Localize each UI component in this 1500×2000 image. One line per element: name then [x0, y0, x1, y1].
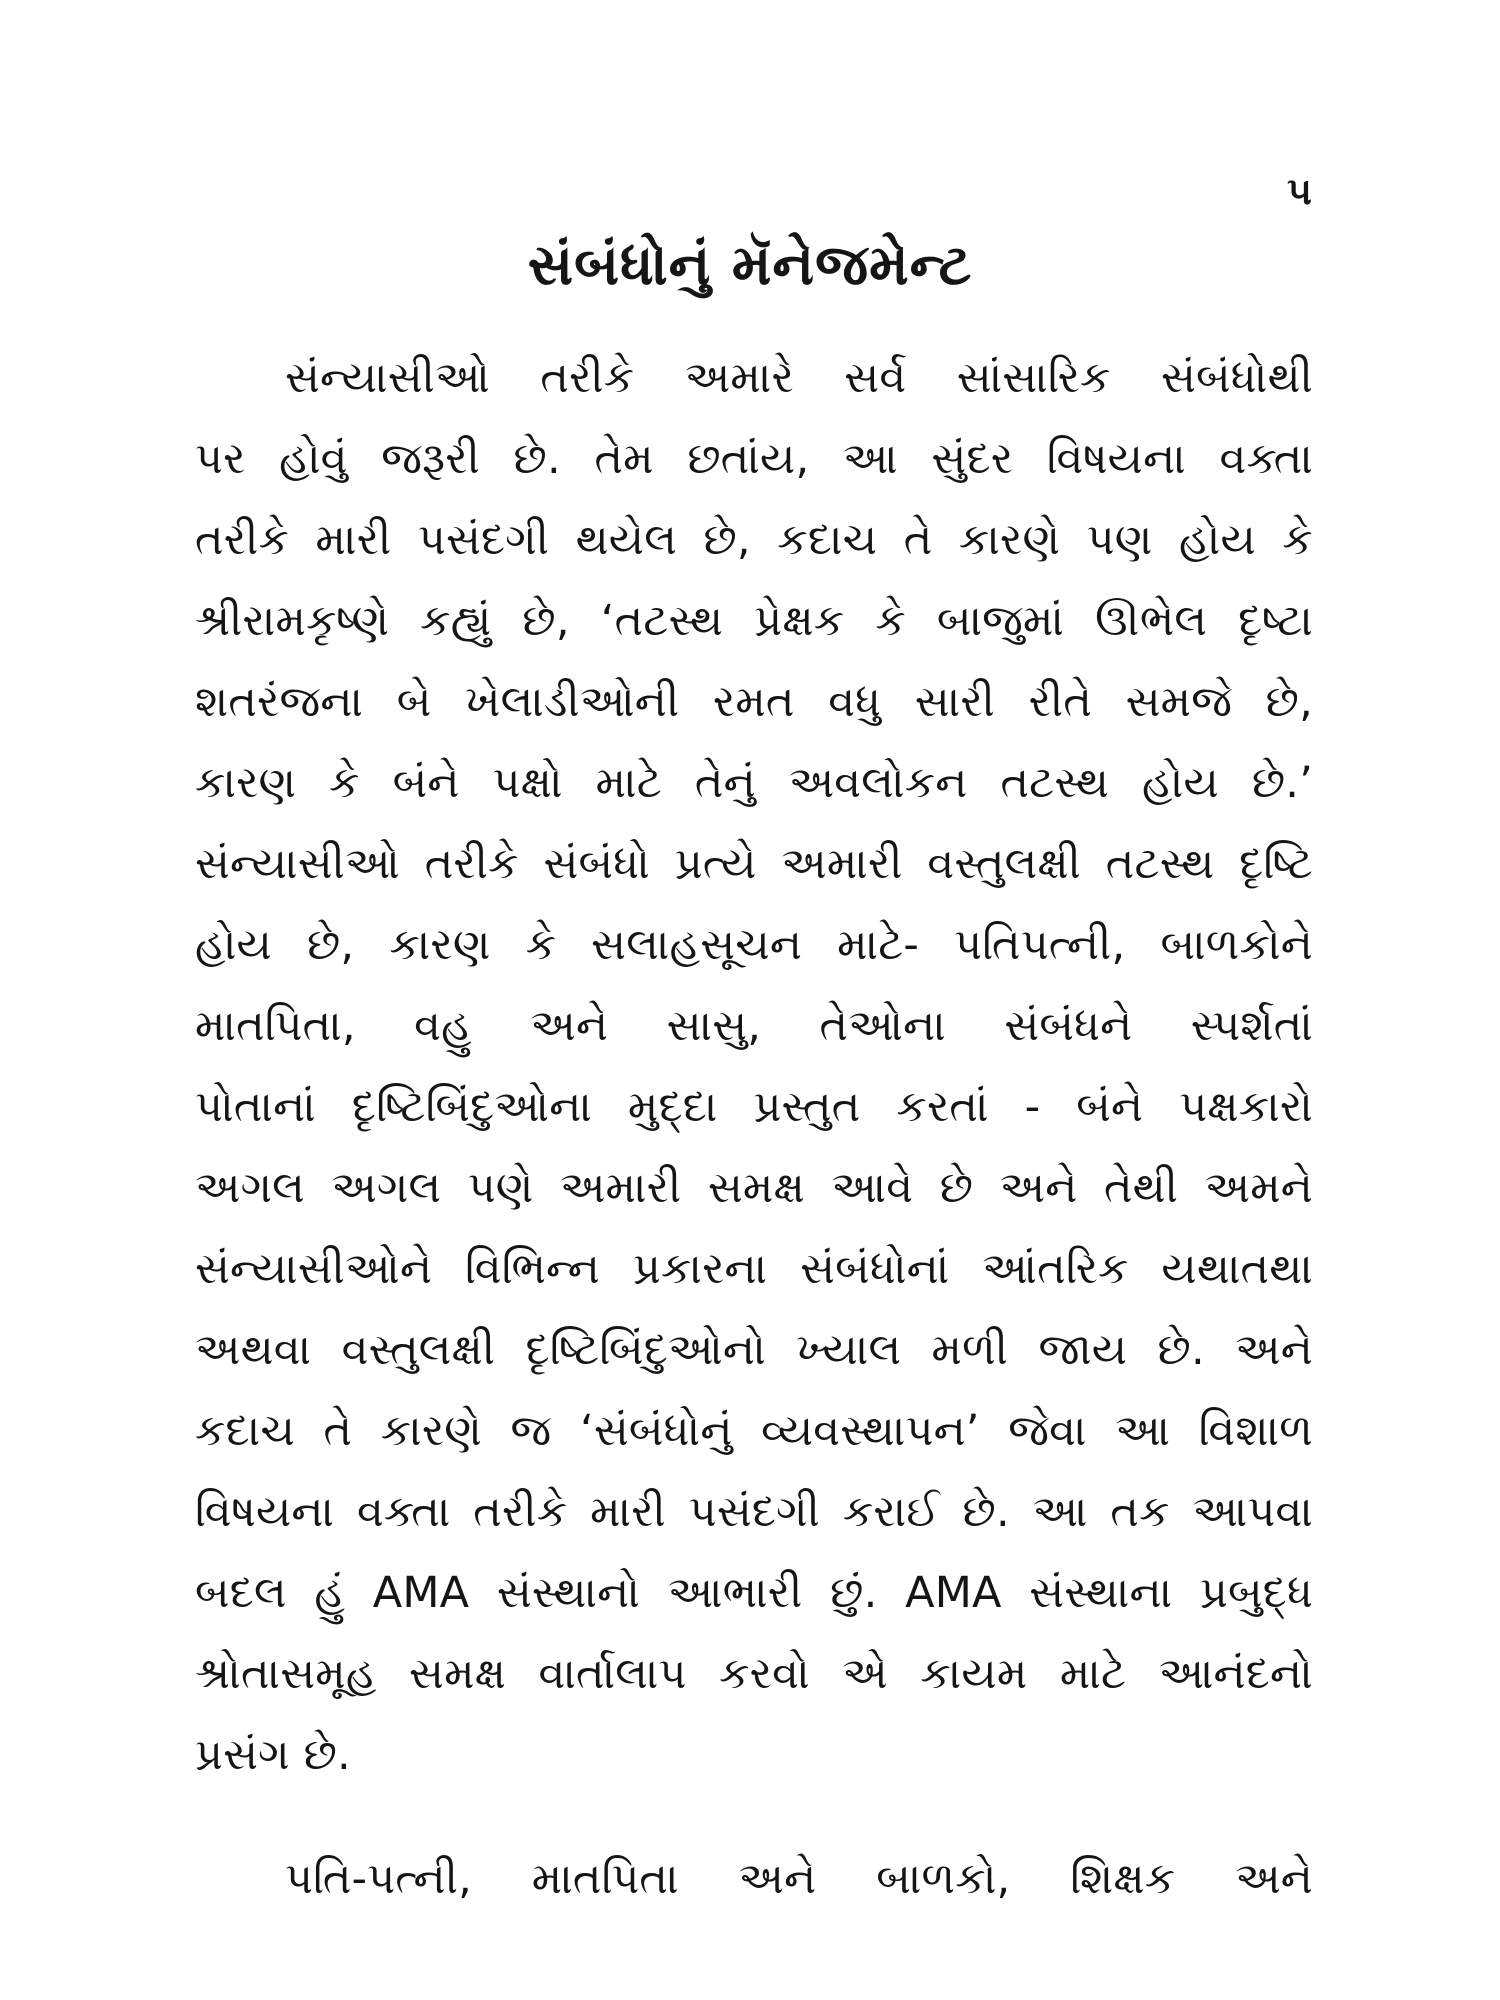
- chapter-title: સંબંધોનું મૅનેજમેન્ટ: [527, 233, 973, 298]
- paragraph-line: કદાચ તે કારણે જ ‘સંબંધોનું વ્યવસ્થાપન’ જેવા આ વિશાળ: [195, 1406, 1313, 1456]
- paragraph-line: અગલ અગલ પણે અમારી સમક્ષ આવે છે અને તેથી અમને: [195, 1163, 1313, 1213]
- paragraph-line: વિષયના વક્તા તરીકે મારી પસંદગી કરાઈ છે. આ તક આપવા: [195, 1487, 1313, 1537]
- paragraph-line: હોય છે, કારણ કે સલાહસૂચન માટે- પતિપત્ની, બાળકોને: [195, 920, 1313, 970]
- paragraph-line: અથવા વસ્તુલક્ષી દૃષ્ટિબિંદુઓનો ખ્યાલ મળી જાય છે. અને: [195, 1325, 1313, 1375]
- paragraph-line: શ્રોતાસમૂહ સમક્ષ વાર્તાલાપ કરવો એ કાયમ માટે આનંદનો: [195, 1649, 1313, 1699]
- paragraph-line: સંન્યાસીઓ તરીકે અમારે સર્વ સાંસારિક સંબંધોથી: [285, 353, 1313, 403]
- paragraph-line: પર હોવું જરૂરી છે. તેમ છતાંય, આ સુંદર વિષયના વક્તા: [195, 434, 1313, 484]
- paragraph-line: બદલ હું AMA સંસ્થાનો આભારી છું. AMA સંસ્થાના પ્રબુદ્ધ: [195, 1568, 1313, 1618]
- paragraph-line: તરીકે મારી પસંદગી થયેલ છે, કદાચ તે કારણે પણ હોય કે: [195, 515, 1313, 565]
- paragraph-line: પતિ-પત્ની, માતપિતા અને બાળકો, શિક્ષક અને: [285, 1854, 1313, 1904]
- paragraph-line: પોતાનાં દૃષ્ટિબિંદુઓના મુદ્દા પ્રસ્તુત કરતાં - બંને પક્ષકારો: [195, 1082, 1313, 1132]
- paragraph-line: કારણ કે બંને પક્ષો માટે તેનું અવલોકન તટસ્થ હોય છે.’: [195, 758, 1313, 808]
- paragraph-line: માતપિતા, વહુ અને સાસુ, તેઓના સંબંધને સ્પર્શતાં: [195, 1001, 1313, 1051]
- paragraph-line: સંન્યાસીઓને વિભિન્ન પ્રકારના સંબંધોનાં આંતરિક યથાતથા: [195, 1244, 1313, 1294]
- page-number: ૫: [1287, 169, 1312, 213]
- paragraph-line: સંન્યાસીઓ તરીકે સંબંધો પ્રત્યે અમારી વસ્તુલક્ષી તટસ્થ દૃષ્ટિ: [195, 839, 1313, 889]
- paragraph-line: શ્રીરામકૃષ્ણે કહ્યું છે, ‘તટસ્થ પ્રેક્ષક કે બાજુમાં ઊભેલ દૃષ્ટા: [195, 596, 1313, 646]
- paragraph-1: [195, 352, 1313, 1810]
- paragraph-line: પ્રસંગ છે.: [195, 1730, 351, 1780]
- paragraph-line: શતરંજના બે ખેલાડીઓની રમત વધુ સારી રીતે સમજે છે,: [195, 677, 1313, 727]
- paragraph-2: [195, 1853, 1313, 1934]
